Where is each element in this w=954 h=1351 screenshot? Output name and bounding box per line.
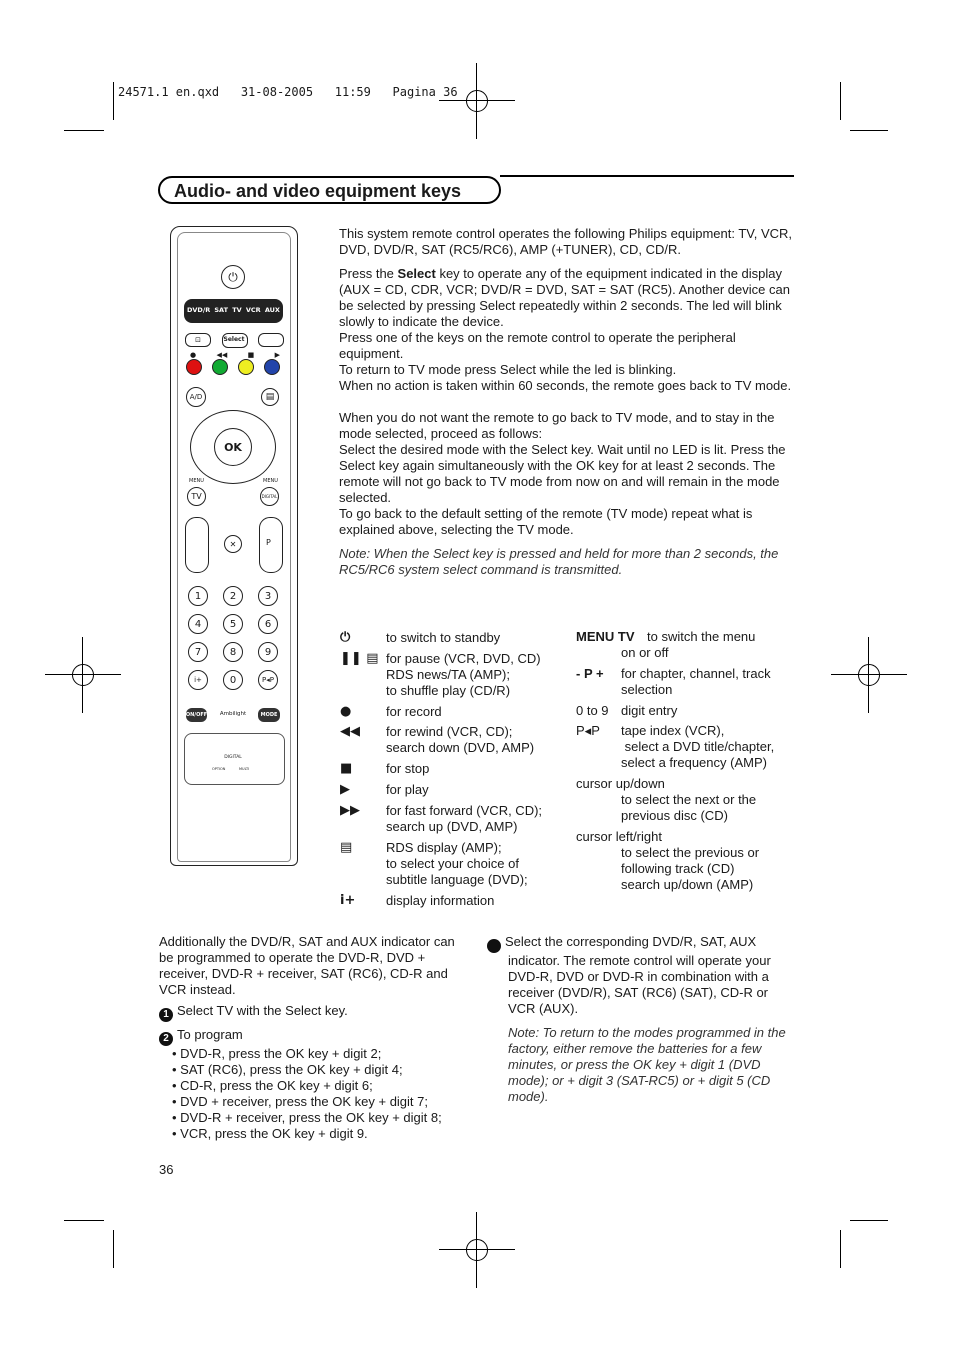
record-icon: ● bbox=[340, 704, 352, 719]
p-label: P bbox=[266, 538, 271, 547]
key-description-line: search down (DVD, AMP) bbox=[386, 740, 535, 755]
standby-icon: ⏻ bbox=[340, 630, 351, 645]
key-name: cursor up/down bbox=[576, 776, 665, 791]
intro-p8: Select the desired mode with the Select key. Wait until no LED is lit. Press the Select key again simultaneously with the OK key for at least 2 seconds. The remote will not go back to TV mode from now on and will remain in the mode selected. bbox=[339, 442, 786, 505]
key-description-line: select a DVD title/chapter, bbox=[621, 739, 775, 754]
key-description bbox=[386, 630, 566, 646]
select-key-label: Select bbox=[223, 336, 245, 343]
tv-key: TV bbox=[187, 487, 206, 506]
source-key-vcr: VCR bbox=[245, 306, 261, 314]
pip-key: P◂P bbox=[258, 670, 278, 690]
input-icon: ⊡ bbox=[185, 333, 211, 347]
key-name: - P + bbox=[576, 666, 604, 681]
key-description-line: to switch the menu bbox=[647, 629, 756, 644]
intro-p1: This system remote control operates the following Philips equipment: TV, VCR, DVD, DVD/R, SAT (RC5/RC6), AMP (+TUNER), CD, CD/R. bbox=[339, 226, 793, 257]
source-key-tv: TV bbox=[232, 306, 242, 314]
stop-icon: ■ bbox=[340, 761, 353, 776]
bottom-left-text bbox=[159, 934, 469, 1142]
key-description-line: search up/down (AMP) bbox=[621, 877, 754, 892]
page-title-box bbox=[158, 176, 501, 204]
yellow-key-icon bbox=[238, 359, 254, 375]
digit-key-6: 6 bbox=[258, 614, 278, 634]
info-key: i+ bbox=[188, 670, 208, 690]
bottom-left-p1: Additionally the DVD/R, SAT and AUX indicator can be programmed to operate the DVD-R, DVD + receiver, DVD-R + receiver, SAT (RC6), CD-R and VCR instead. bbox=[159, 934, 455, 997]
remote-transport-glyphs: ● ◀◀ ■ ▶ bbox=[190, 351, 280, 359]
key-description-line: search up (DVD, AMP) bbox=[386, 819, 518, 834]
key-description-line: display information bbox=[386, 893, 495, 908]
digit-key-4: 4 bbox=[188, 614, 208, 634]
digit-key-8: 8 bbox=[223, 642, 243, 662]
intro-p2: Press the Select key to operate any of the equipment indicated in the display bbox=[339, 266, 783, 281]
key-description-line: to select the next or the bbox=[621, 792, 757, 807]
key-description-line: select a frequency (AMP) bbox=[621, 755, 767, 770]
mute-icon: ✕ bbox=[224, 535, 242, 553]
key-description-line: following track (CD) bbox=[621, 861, 735, 876]
digit-key-2: 2 bbox=[223, 586, 243, 606]
multi-label: MULTI bbox=[239, 767, 250, 771]
crop-mark bbox=[840, 82, 841, 120]
pause-icon: ❚❚ ▤ bbox=[340, 651, 379, 666]
key-description bbox=[386, 704, 566, 720]
crop-mark bbox=[850, 130, 888, 131]
bullet-item: • CD-R, press the OK key + digit 6; bbox=[172, 1078, 373, 1093]
key-description-line: for stop bbox=[386, 761, 430, 776]
ok-key: OK bbox=[214, 428, 252, 466]
intro-note: Note: When the Select key is pressed and held for more than 2 seconds, the RC5/RC6 system select command is transmitted. bbox=[339, 546, 779, 577]
digital-key: DIGITAL bbox=[260, 487, 279, 506]
key-description bbox=[386, 782, 566, 798]
step-1: 1 Select TV with the Select key. bbox=[159, 1003, 469, 1022]
step-2: 2 To program bbox=[159, 1027, 469, 1046]
digit-key-9: 9 bbox=[258, 642, 278, 662]
key-name: 0 to 9 bbox=[576, 703, 609, 718]
key-description-line: tape index (VCR), bbox=[621, 723, 725, 738]
rewind-icon: ◀◀ bbox=[340, 724, 360, 739]
crop-mark bbox=[64, 1220, 104, 1221]
page-title: Audio- and video equipment keys bbox=[174, 181, 462, 201]
registration-mark-icon bbox=[65, 657, 101, 693]
registration-mark-icon bbox=[459, 83, 495, 119]
key-description-line: for rewind (VCR, CD); bbox=[386, 724, 513, 739]
intro-p4: Press one of the keys on the remote control to operate the peripheral equipment. bbox=[339, 330, 736, 361]
key-description-line: RDS news/TA (AMP); bbox=[386, 667, 511, 682]
source-key-sat: SAT bbox=[214, 306, 229, 314]
key-description-line: to shuffle play (CD/R) bbox=[386, 683, 511, 698]
ff-key bbox=[258, 333, 284, 347]
menu-label-left: MENU bbox=[189, 478, 204, 484]
key-name: cursor left/right bbox=[576, 829, 662, 844]
key-description-line: selection bbox=[621, 682, 673, 697]
play-icon: ▶ bbox=[340, 782, 350, 797]
key-description bbox=[621, 629, 796, 661]
teletext-icon: ▤ bbox=[340, 840, 353, 855]
key-description bbox=[386, 724, 566, 756]
key-description-line: subtitle language (DVD); bbox=[386, 872, 528, 887]
step-3: 3 Select the corresponding DVD/R, SAT, AUX indicator. The remote control will operate your DVD-R, DVD or DVD-R in combination with a receiver (DVD/R), SAT (RC6) (SAT), CD-R or VCR (AUX). bbox=[480, 934, 771, 1016]
mode-key: MODE bbox=[258, 708, 280, 722]
key-description bbox=[621, 792, 796, 824]
key-description bbox=[386, 651, 566, 699]
bullet-item: • DVD + receiver, press the OK key + digit 7; bbox=[172, 1094, 428, 1109]
intro-p6: When no action is taken within 60 seconds, the remote goes back to TV mode. bbox=[339, 378, 792, 393]
blue-key-icon bbox=[264, 359, 280, 375]
key-description bbox=[621, 723, 796, 771]
registration-mark-icon bbox=[851, 657, 887, 693]
digital-bottom-label: DIGITAL bbox=[224, 755, 242, 760]
intro-p3: (AUX = CD, CDR, VCR; DVD/R = DVD, SAT = SAT (RC5). Another device can be selected by pressing Select repeatedly within 2 seconds. The led will blink slowly to indicate the device. bbox=[339, 282, 790, 329]
key-description bbox=[386, 761, 566, 777]
ad-key: A/D bbox=[186, 387, 206, 407]
crop-mark bbox=[840, 1230, 841, 1268]
source-key-aux: AUX bbox=[264, 306, 280, 314]
source-key-dvdr: DVD/R bbox=[187, 306, 211, 314]
intro-p9: To go back to the default setting of the remote (TV mode) repeat what is explained above, selecting the TV mode. bbox=[339, 506, 753, 537]
digit-key-3: 3 bbox=[258, 586, 278, 606]
menu-label-right: MENU bbox=[263, 478, 278, 484]
print-slug: 24571.1 en.qxd 31-08-2005 11:59 Pagina 36 bbox=[118, 85, 458, 99]
key-description-line: to select your choice of bbox=[386, 856, 519, 871]
bullet-item: • DVD-R, press the OK key + digit 2; bbox=[172, 1046, 382, 1061]
digit-key-5: 5 bbox=[223, 614, 243, 634]
title-rule bbox=[500, 175, 794, 177]
power-icon: ⏻ bbox=[221, 265, 245, 289]
source-keys bbox=[187, 306, 280, 314]
key-description-line: for fast forward (VCR, CD); bbox=[386, 803, 543, 818]
digit-key-7: 7 bbox=[188, 642, 208, 662]
bottom-right-text bbox=[480, 934, 790, 1105]
crop-mark bbox=[113, 1230, 114, 1268]
teletext-key-icon: ▤ bbox=[261, 388, 279, 406]
key-description-line: for pause (VCR, DVD, CD) bbox=[386, 651, 541, 666]
key-description-line: previous disc (CD) bbox=[621, 808, 728, 823]
bullet-item: • SAT (RC6), press the OK key + digit 4; bbox=[172, 1062, 403, 1077]
option-label: OPTION bbox=[212, 767, 226, 771]
key-description bbox=[621, 845, 796, 893]
key-description-line: for play bbox=[386, 782, 429, 797]
bottom-note: Note: To return to the modes programmed in the factory, either remove the batteries for a few minutes, or press the OK key + digit 1 (DVD mode); or + digit 3 (SAT-RC5) or + digit 5 (CD mode). bbox=[508, 1025, 786, 1104]
key-description bbox=[386, 840, 566, 888]
bullet-item: • VCR, press the OK key + digit 9. bbox=[172, 1126, 368, 1141]
red-key-icon bbox=[186, 359, 202, 375]
green-key-icon bbox=[212, 359, 228, 375]
step-1-number: 1 bbox=[159, 1008, 173, 1022]
crop-mark bbox=[64, 130, 104, 131]
onoff-key: ON/OFF bbox=[186, 708, 207, 722]
key-name: MENU TV bbox=[576, 629, 635, 644]
key-description-line: on or off bbox=[621, 645, 669, 660]
key-name: P◂P bbox=[576, 723, 600, 738]
page-number: 36 bbox=[159, 1162, 174, 1177]
info-icon: i+ bbox=[340, 893, 356, 908]
bullet-item: • DVD-R + receiver, press the OK key + digit 8; bbox=[172, 1110, 442, 1125]
intro-p5: To return to TV mode press Select while the led is blinking. bbox=[339, 362, 677, 377]
key-description bbox=[386, 803, 566, 835]
ambilight-label: Ambilight bbox=[219, 711, 247, 717]
key-description-line: digit entry bbox=[621, 703, 678, 718]
volume-rocker bbox=[185, 517, 209, 573]
intro-text bbox=[339, 226, 794, 578]
program-rocker bbox=[259, 517, 283, 573]
key-description-line: RDS display (AMP); bbox=[386, 840, 502, 855]
digit-key-1: 1 bbox=[188, 586, 208, 606]
key-description-line: for record bbox=[386, 704, 442, 719]
key-description bbox=[621, 666, 796, 698]
crop-mark bbox=[850, 1220, 888, 1221]
registration-mark-icon bbox=[459, 1232, 495, 1268]
step-3-number: 3 bbox=[487, 939, 501, 953]
key-description-line: to switch to standby bbox=[386, 630, 501, 645]
step-2-number: 2 bbox=[159, 1032, 173, 1046]
crop-mark bbox=[113, 82, 114, 120]
digit-key-0: 0 bbox=[223, 670, 243, 690]
fast-forward-icon: ▶▶ bbox=[340, 803, 360, 818]
key-description-line: for chapter, channel, track bbox=[621, 666, 771, 681]
intro-p7: When you do not want the remote to go back to TV mode, and to stay in the mode selected, proceed as follows: bbox=[339, 410, 775, 441]
key-description bbox=[386, 893, 566, 909]
key-description-line: to select the previous or bbox=[621, 845, 760, 860]
key-description bbox=[621, 703, 796, 719]
